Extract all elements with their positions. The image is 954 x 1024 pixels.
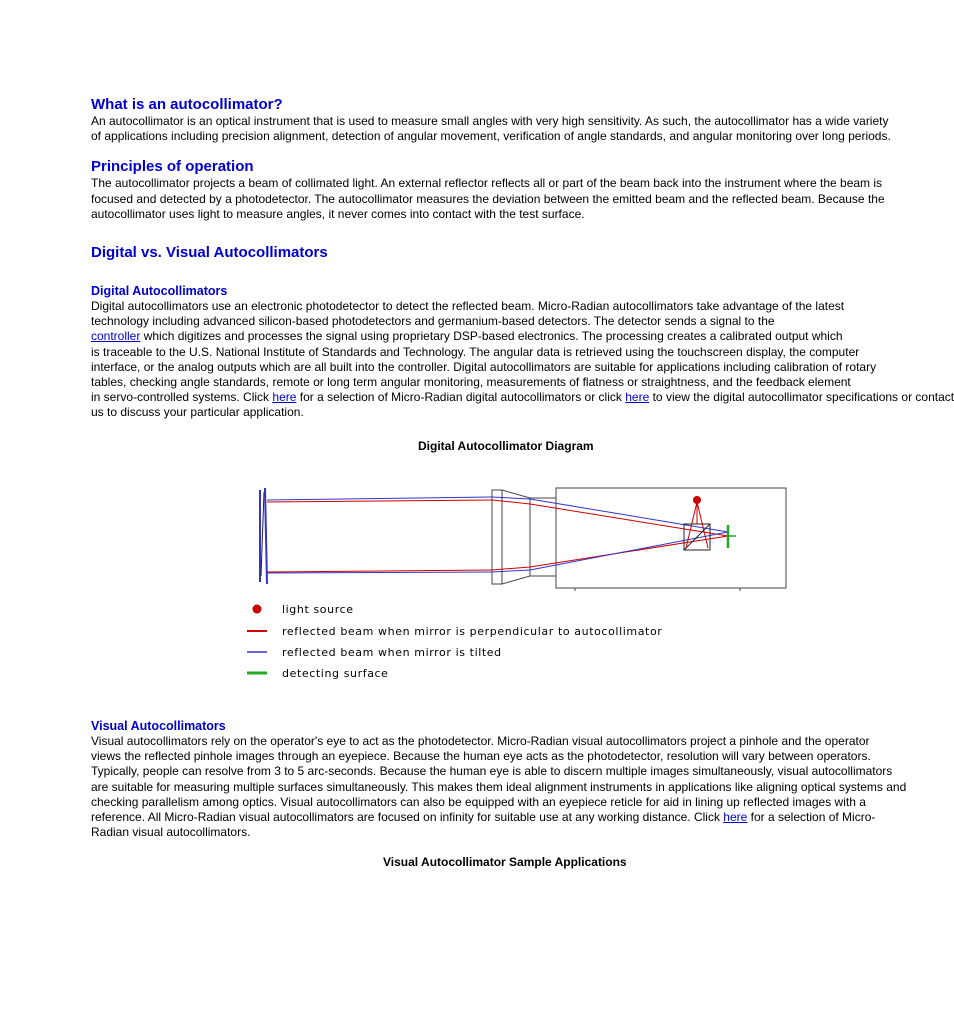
diagram-legend bbox=[247, 603, 662, 680]
text-line: of applications including precision alignment, detection of angular movement, verification of angle standards, and angular monitoring over long periods. bbox=[91, 129, 891, 144]
heading-digital: Digital Autocollimators bbox=[91, 284, 228, 299]
paragraph-visual bbox=[91, 734, 907, 840]
text-line: focused and detected by a photodetector. The autocollimator measures the deviation between the emitted beam and the reflected beam. Because the bbox=[91, 191, 885, 206]
paragraph-what-is bbox=[91, 114, 891, 144]
article-content bbox=[91, 96, 954, 453]
text-line: is traceable to the U.S. National Institute of Standards and Technology. The angular data is retrieved using the touchscreen display, the computer bbox=[91, 344, 860, 359]
text-line: us to discuss your particular application. bbox=[91, 405, 304, 420]
text-line bbox=[91, 810, 876, 825]
autocollimator-diagram bbox=[0, 480, 768, 690]
beam-perpendicular-top bbox=[267, 500, 492, 502]
digital-selection-link[interactable]: here bbox=[272, 390, 297, 405]
light-source-dot bbox=[693, 496, 701, 504]
text-line: Radian visual autocollimators. bbox=[91, 825, 251, 840]
text-line: An autocollimator is an optical instrument that is used to measure small angles with very high sensitivity. As such, the autocollimator has a wide variety bbox=[91, 114, 889, 128]
mirror-edge bbox=[261, 492, 264, 576]
text-line: are suitable for measuring multiple surfaces simultaneously. This makes them ideal alignment instruments in applications like aligning optical systems and bbox=[91, 779, 907, 794]
lens-body bbox=[530, 498, 556, 576]
text-line bbox=[91, 329, 851, 344]
text-line: views the reflected pinhole images through an eyepiece. Because the human eye acts as the photodetector, resolution will vary between operators. bbox=[91, 749, 871, 764]
text-line: Digital autocollimators use an electronic photodetector to detect the reflected beam. Micro-Radian autocollimators take advantage of the latest bbox=[91, 299, 845, 314]
legend-label: detecting surface bbox=[282, 667, 389, 680]
legend-dot-icon bbox=[253, 605, 262, 614]
text-line: checking parallelism among optics. Visual autocollimators can also be equipped with an eyepiece reticle for aid in lining up reflected images with a bbox=[91, 794, 866, 809]
text-line: Typically, people can resolve from 3 to 5 arc-seconds. Because the human eye is able to discern multiple images simultaneously, visual autocollimators bbox=[91, 764, 893, 779]
text-span: for a selection of Micro- bbox=[747, 810, 876, 825]
heading-principles: Principles of operation bbox=[91, 158, 254, 176]
text-span: to view the digital autocollimator specifications or contact bbox=[649, 390, 954, 405]
diagram-caption: Digital Autocollimator Diagram bbox=[418, 438, 594, 453]
mirror-tilted bbox=[265, 488, 267, 584]
paragraph-digital bbox=[91, 299, 954, 421]
heading-digital-vs-visual: Digital vs. Visual Autocollimators bbox=[91, 244, 328, 262]
housing-body bbox=[556, 488, 786, 588]
text-line: tables, checking angle standards, remote or long term angular monitoring, measurements of flatness or straightness, and the feedback element bbox=[91, 375, 851, 390]
text-span: reference. All Micro-Radian visual autocollimators are focused on infinity for suitable use at any working distance. Click bbox=[91, 810, 724, 825]
controller-link[interactable]: controller bbox=[91, 329, 141, 344]
applications-caption: Visual Autocollimator Sample Applications bbox=[383, 855, 627, 870]
legend-label: light source bbox=[282, 603, 354, 616]
text-line: interface, or the analog outputs which are all built into the controller. Digital autocollimators are suitable for applications including calibration of rotary bbox=[91, 359, 877, 374]
beam-tilted-top bbox=[267, 497, 492, 500]
text-line: The autocollimator projects a beam of collimated light. An external reflector reflects all or part of the beam back into the instrument where the beam is bbox=[91, 176, 883, 191]
heading-what-is: What is an autocollimator? bbox=[91, 96, 283, 113]
text-line: technology including advanced silicon-based photodetectors and germanium-based detectors. The detector sends a signal to the bbox=[91, 314, 775, 329]
text-line: autocollimator uses light to measure angles, it never comes into contact with the test surface. bbox=[91, 206, 585, 221]
visual-section bbox=[91, 719, 907, 870]
text-line: Visual autocollimators rely on the operator's eye to act as the photodetector. Micro-Radian visual autocollimators project a pinhole and the operator bbox=[91, 734, 870, 748]
legend-label: reflected beam when mirror is tilted bbox=[282, 646, 502, 659]
text-span: which digitizes and processes the signal using proprietary DSP-based electronics. The processing creates a calibrated output which bbox=[140, 329, 843, 344]
digital-specs-link[interactable]: here bbox=[625, 390, 650, 405]
text-line bbox=[91, 390, 954, 405]
text-span: in servo-controlled systems. Click bbox=[91, 390, 273, 405]
legend-label: reflected beam when mirror is perpendicular to autocollimator bbox=[282, 625, 663, 638]
visual-selection-link[interactable]: here bbox=[723, 810, 748, 825]
heading-visual: Visual Autocollimators bbox=[91, 719, 226, 733]
text-span: for a selection of Micro-Radian digital autocollimators or click bbox=[296, 390, 626, 405]
paragraph-principles bbox=[91, 176, 885, 222]
